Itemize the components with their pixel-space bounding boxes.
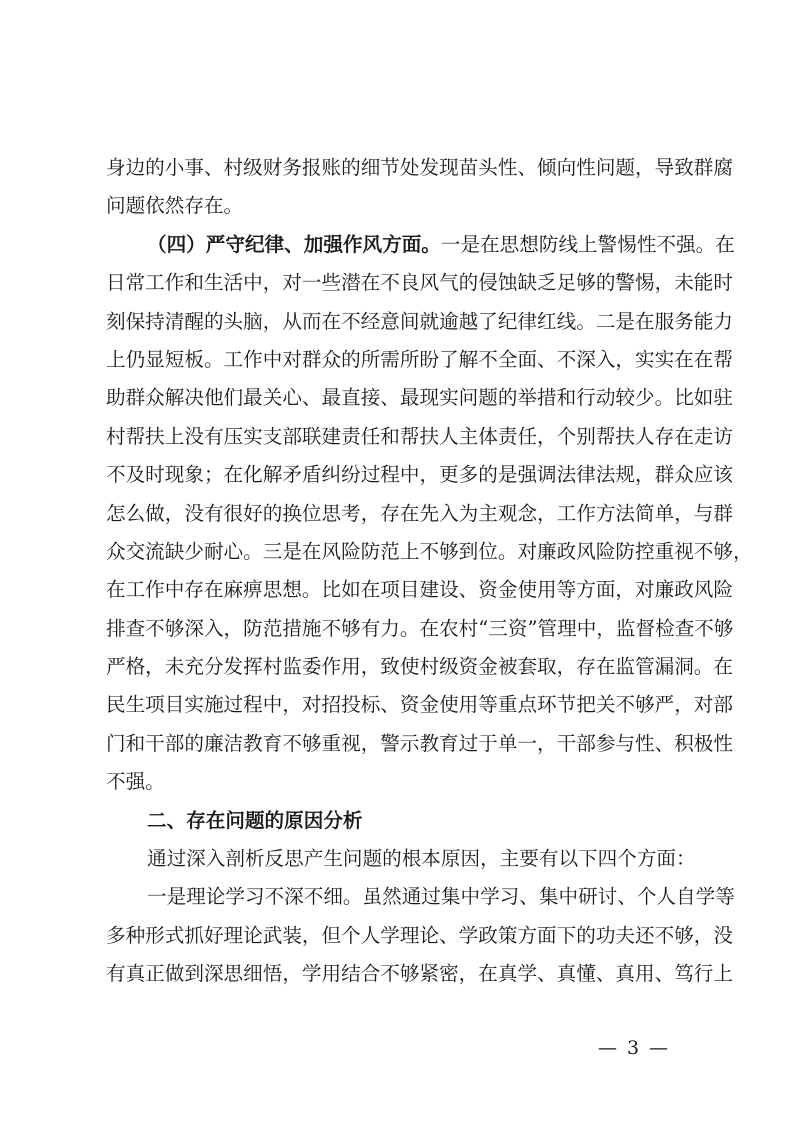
text-line: 通过深入剖析反思产生问题的根本原因，主要有以下四个方面： [147,847,696,871]
text-line: 日常工作和生活中，对一些潜在不良风气的侵蚀缺乏足够的警惕，未能时 [106,271,733,295]
text-line: 多种形式抓好理论武装，但个人学理论、学政策方面下的功夫还不够，没 [106,923,733,947]
text-line: 村帮扶上没有压实支部联建责任和帮扶人主体责任，个别帮扶人存在走访 [106,424,733,448]
text-line: 不强。 [106,770,165,794]
text-line: 一是理论学习不深不细。虽然通过集中学习、集中研讨、个人自学等 [147,885,735,909]
document-body [106,149,753,994]
text-line: 有真正做到深思细悟，学用结合不够紧密，在真学、真懂、真用、笃行上 [106,962,733,986]
text-span: 一是在思想防线上警惕性不强。在 [440,232,735,256]
subheading-4: （四）严守纪律、加强作风方面。 [147,232,441,256]
text-line: 在工作中存在麻痹思想。比如在项目建设、资金使用等方面，对廉政风险 [106,578,733,602]
text-line: 门和干部的廉洁教育不够重视，警示教育过于单一，干部参与性、积极性 [106,731,733,755]
text-line: 排查不够深入，防范措施不够有力。在农村“三资”管理中，监督检查不够 [106,616,734,640]
text-line: 刻保持清醒的头脑，从而在不经意间就逾越了纪律红线。二是在服务能力 [106,309,733,333]
text-line: 上仍显短板。工作中对群众的所需所盼了解不全面、不深入，实实在在帮 [106,347,733,371]
text-line: 众交流缺少耐心。三是在风险防范上不够到位。对廉政风险防控重视不够， [106,539,753,563]
text-line: 民生项目实施过程中，对招投标、资金使用等重点环节把关不够严，对部 [106,693,733,717]
text-line: 严格，未充分发挥村监委作用，致使村级资金被套取，存在监管漏洞。在 [106,655,733,679]
section-heading: 二、存在问题的原因分析 [147,808,363,832]
text-line: 助群众解决他们最关心、最直接、最现实问题的举措和行动较少。比如驻 [106,386,733,410]
text-line: 不及时现象；在化解矛盾纠纷过程中，更多的是强调法律法规，群众应该 [106,463,733,487]
text-line: 身边的小事、村级财务报账的细节处发现苗头性、倾向性问题，导致群腐 [106,156,733,179]
text-line [106,226,735,264]
text-line: 问题依然存在。 [106,194,244,218]
page-number: — 3 — [598,1037,671,1059]
text-line: 怎么做，没有很好的换位思考，存在先入为主观念，工作方法简单，与群 [106,501,733,525]
